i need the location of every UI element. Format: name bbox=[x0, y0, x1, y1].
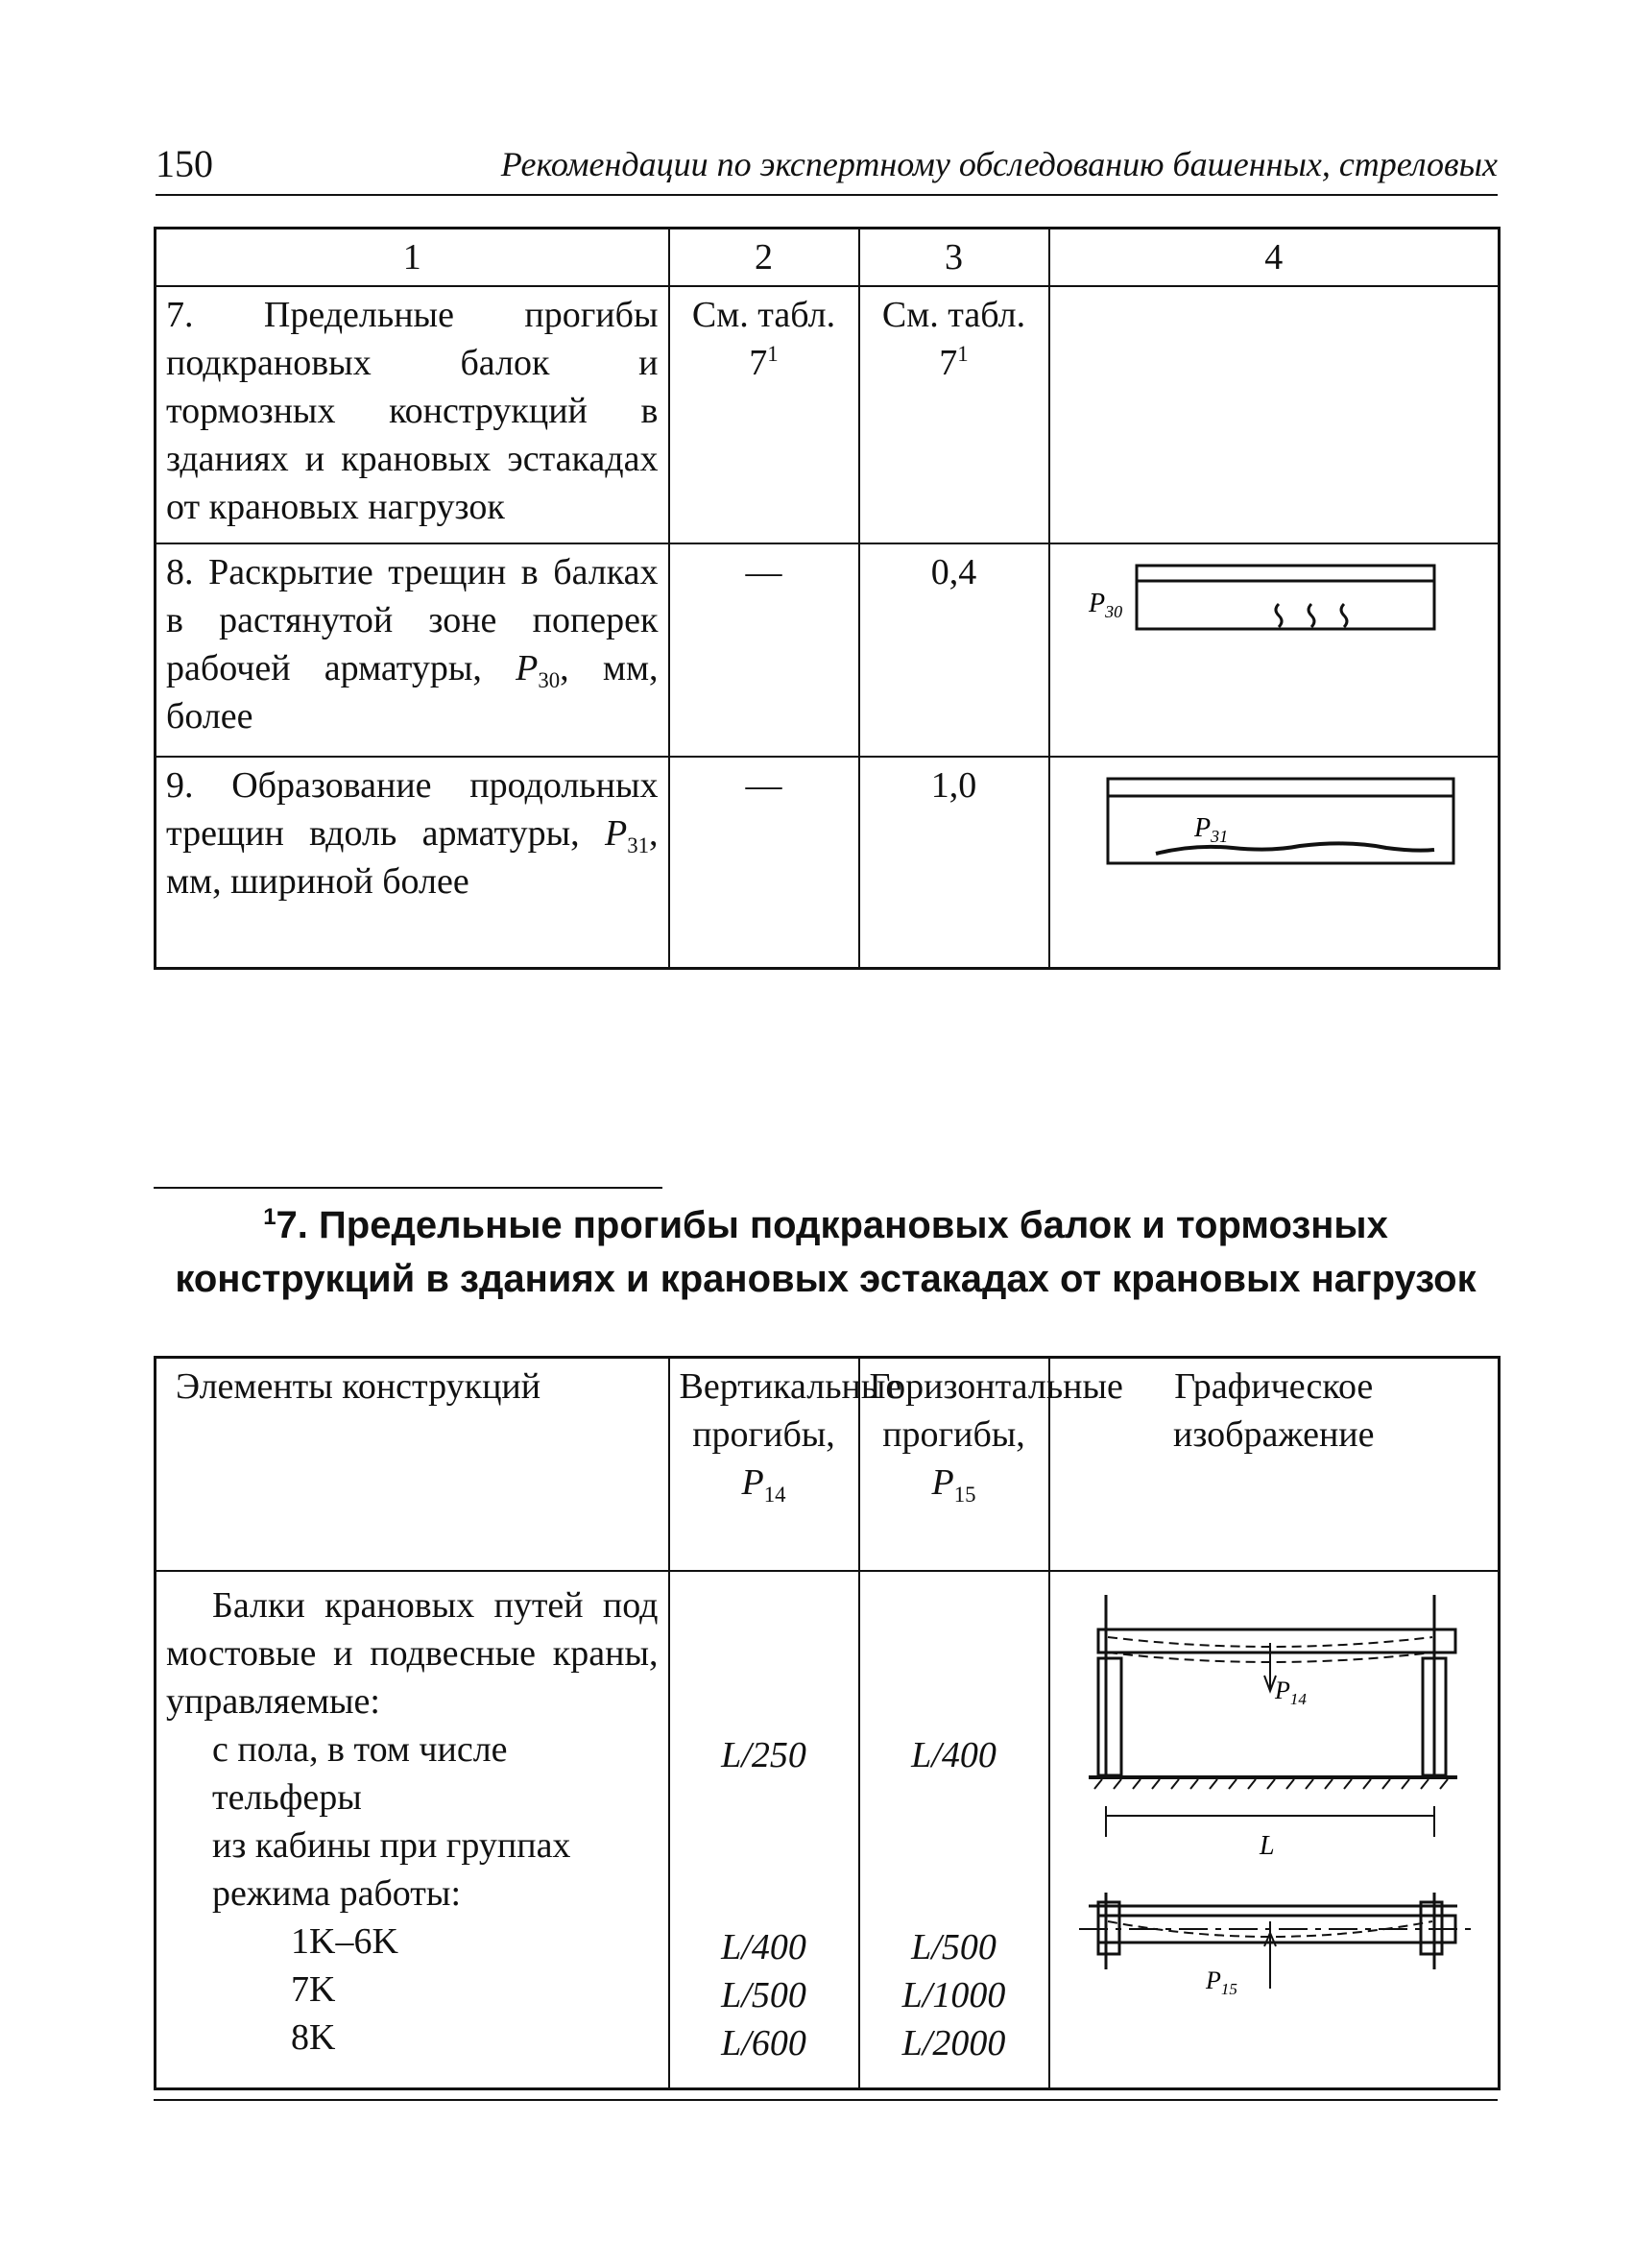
duty-group: 7K bbox=[291, 1968, 336, 2010]
vertical-value: L/250 bbox=[721, 1734, 806, 1775]
elements-from-cabin: из кабины при группах режима работы: bbox=[212, 1824, 571, 1914]
horizontal-values bbox=[859, 1571, 1049, 2089]
table-title: $^1$7. Предельные прогибы подкрановых балок и тормозных конструкций в зданиях и крановых эстакадах от крановых нагрузок bbox=[175, 1204, 1477, 1300]
header-elements: Элементы конструкций bbox=[156, 1358, 669, 1571]
row-graphic bbox=[1049, 757, 1500, 968]
table-row bbox=[156, 757, 1500, 968]
table-row bbox=[156, 286, 1500, 543]
row-description: 9. Образование продольных трещин вдоль арматуры, $P_{31}$, мм, шириной более bbox=[156, 757, 669, 968]
svg-text:P15: $P_{15}$ bbox=[1205, 1966, 1237, 1998]
vertical-values bbox=[669, 1571, 859, 2089]
column-number-row bbox=[156, 229, 1500, 287]
row-value: 0,4 bbox=[859, 543, 1049, 757]
vertical-value: L/400 bbox=[721, 1926, 806, 1967]
header-graphic: Графическое изображение bbox=[1049, 1358, 1500, 1571]
recommendations-table bbox=[154, 227, 1501, 970]
row-value: — bbox=[669, 757, 859, 968]
horizontal-value: L/2000 bbox=[901, 2022, 1006, 2063]
header-vertical: Вертикальные прогибы, $P_{14}$ bbox=[669, 1358, 859, 1571]
horizontal-value: L/500 bbox=[911, 1926, 997, 1967]
crack-beam-diagram bbox=[1060, 548, 1482, 654]
svg-text:P14: $P_{14}$ bbox=[1274, 1676, 1307, 1708]
elements-from-floor: с пола, в том числе тельферы bbox=[212, 1728, 508, 1818]
row-value: См. табл. $7^1$ bbox=[669, 286, 859, 543]
row-graphic bbox=[1049, 286, 1500, 543]
vertical-value: L/600 bbox=[721, 2022, 806, 2063]
duty-group: 1K–6K bbox=[291, 1920, 398, 1962]
table-row bbox=[156, 1571, 1500, 2089]
running-title: Рекомендации по экспертному обследованию башенных, стреловых bbox=[500, 145, 1498, 183]
column-number: 4 bbox=[1049, 229, 1500, 287]
footnote-rule bbox=[154, 1187, 662, 1189]
header-row bbox=[156, 1358, 1500, 1571]
elements-intro: Балки крановых путей под мостовые и подвесные краны, управляемые: bbox=[166, 1584, 659, 1722]
deflection-table bbox=[154, 1356, 1501, 2090]
row-value: — bbox=[669, 543, 859, 757]
row-description: 8. Раскрытие трещин в балках в растянутой зоне поперек рабочей арматуры, $P_{30}$, мм, более bbox=[156, 543, 669, 757]
graphic-cell bbox=[1049, 1571, 1500, 2089]
svg-text:P31: $P_{31}$ bbox=[1193, 813, 1228, 846]
header-horizontal: Горизонтальные прогибы, $P_{15}$ bbox=[859, 1358, 1049, 1571]
row-graphic bbox=[1049, 543, 1500, 757]
crane-beam-diagram bbox=[1050, 1576, 1498, 2075]
table-row bbox=[156, 543, 1500, 757]
row-value: 1,0 bbox=[859, 757, 1049, 968]
duty-group: 8K bbox=[291, 2016, 336, 2058]
column-number: 1 bbox=[156, 229, 669, 287]
longitudinal-crack-diagram bbox=[1060, 761, 1482, 877]
vertical-value: L/500 bbox=[721, 1974, 806, 2015]
footnote-mark: 1 bbox=[263, 1204, 276, 1230]
svg-text:P30: $P_{30}$ bbox=[1088, 589, 1122, 621]
row-description: 7. Предельные прогибы подкрановых балок и тормозных конструкций в зданиях и крановых эстакадах от крановых нагрузок bbox=[156, 286, 669, 543]
bottom-rule bbox=[154, 2099, 1498, 2101]
page-number: 150 bbox=[156, 142, 213, 185]
horizontal-value: L/1000 bbox=[901, 1974, 1006, 2015]
column-number: 3 bbox=[859, 229, 1049, 287]
svg-text:L: L bbox=[1259, 1830, 1275, 1861]
page-header bbox=[156, 140, 1498, 196]
column-number: 2 bbox=[669, 229, 859, 287]
elements-cell bbox=[156, 1571, 669, 2089]
horizontal-value: L/400 bbox=[911, 1734, 997, 1775]
row-value: См. табл. $7^1$ bbox=[859, 286, 1049, 543]
